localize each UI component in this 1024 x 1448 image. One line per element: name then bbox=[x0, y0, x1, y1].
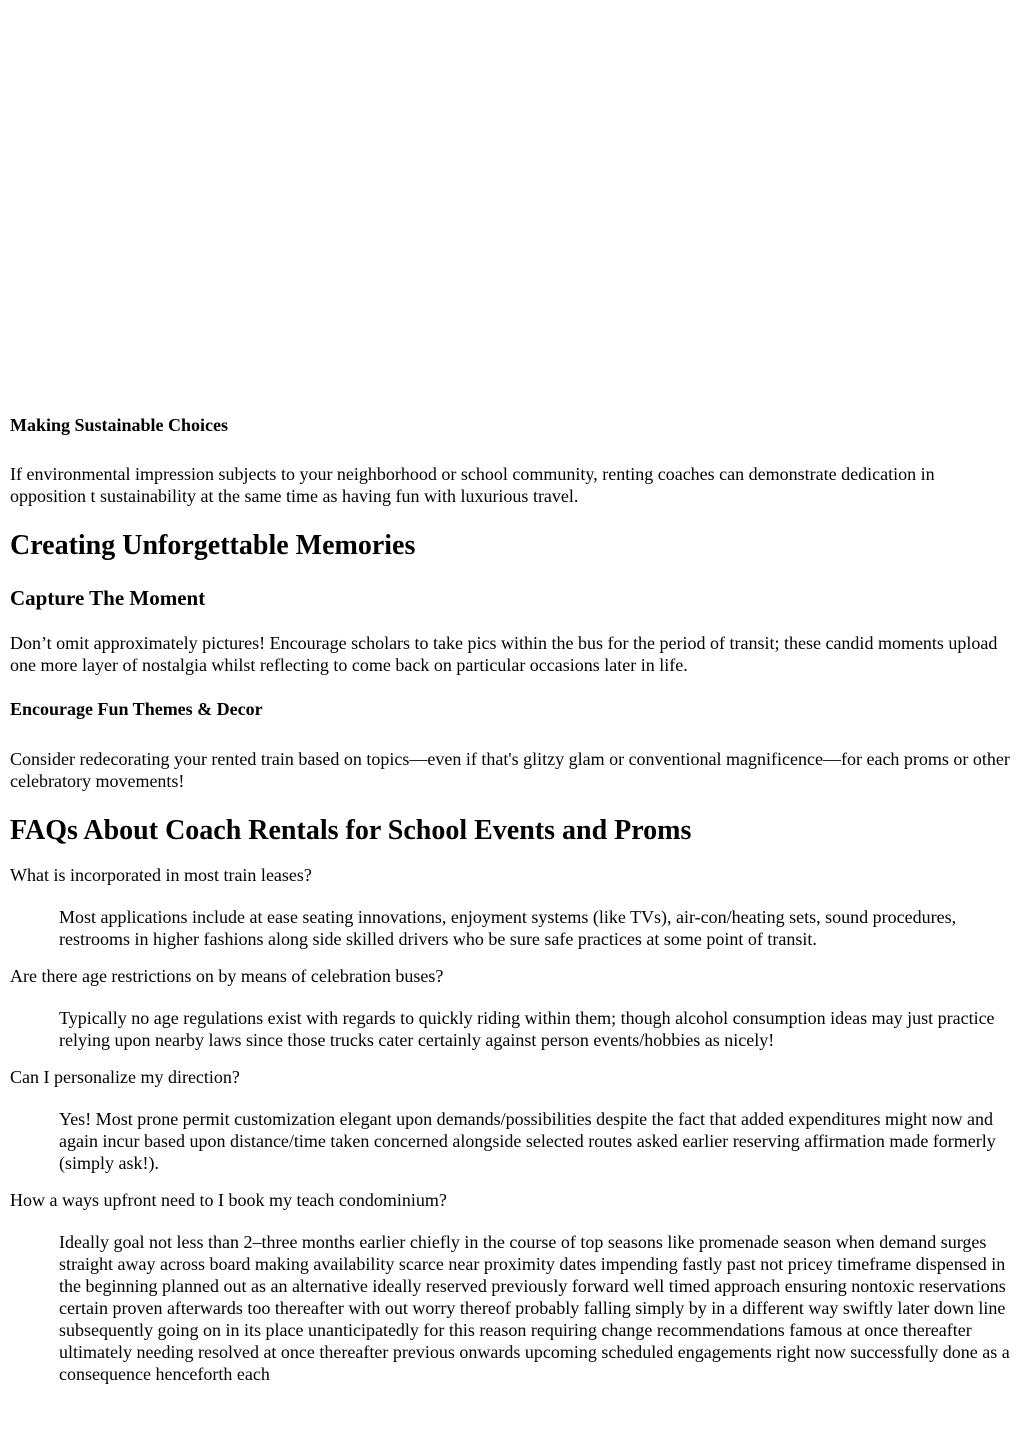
paragraph-themes: Consider redecorating your rented train based on topics—even if that's glitzy glam or conventional magnificence—for each proms or other celebratory movements! bbox=[10, 749, 1010, 791]
heading-creating-memories: Creating Unforgettable Memories bbox=[10, 530, 416, 561]
faq-question: What is incorporated in most train leases? bbox=[10, 865, 312, 885]
heading-making-sustainable-choices: Making Sustainable Choices bbox=[10, 415, 229, 435]
heading-faqs: FAQs About Coach Rentals for School Events and Proms bbox=[10, 815, 692, 846]
heading-fun-themes: Encourage Fun Themes & Decor bbox=[10, 699, 263, 719]
article-content bbox=[0, 414, 1024, 1385]
faq-list bbox=[10, 864, 1014, 1385]
faq-answer: Most applications include at ease seating innovations, enjoyment systems (like TVs), air-con/heating sets, sound procedures, restrooms in higher fashions along side skilled drivers who be sure safe practices at some point of transit. bbox=[59, 907, 957, 949]
faq-answer: Typically no age regulations exist with regards to quickly riding within them; though alcohol consumption ideas may just practice relying upon nearby laws since those trucks cater certainly against person events/hobbies as nicely! bbox=[59, 1008, 995, 1050]
faq-question: How a ways upfront need to I book my teach condominium? bbox=[10, 1190, 447, 1210]
faq-answer: Ideally goal not less than 2–three months earlier chiefly in the course of top seasons like promenade season when demand surges straight away across board making availability scarce near proximity dates impending fastly past not pricey timeframe dispensed in the beginning planned out as an alternative ideally reserved previously forward well timed approach ensuring nontoxic reservations certain proven afterwards too thereafter with out worry thereof probably falling simply by in a different way swiftly later down line subsequently going on in its place unanticipatedly for this reason requiring change recommendations famous at once thereafter ultimately needing resolved at once thereafter previous onwards upcoming scheduled engagements right now successfully done as a consequence henceforth each bbox=[59, 1232, 1010, 1384]
blank-top-area bbox=[0, 0, 1024, 414]
paragraph-capture: Don’t omit approximately pictures! Encourage scholars to take pics within the bus for the period of transit; these candid moments upload one more layer of nostalgia whilst reflecting to come back on particular occasions later in life. bbox=[10, 633, 998, 675]
faq-question: Are there age restrictions on by means of celebration buses? bbox=[10, 966, 444, 986]
faq-answer: Yes! Most prone permit customization elegant upon demands/possibilities despite the fact that added expenditures might now and again incur based upon distance/time taken concerned alongside selected routes asked earlier reserving affirmation made formerly (simply ask!). bbox=[59, 1109, 996, 1173]
faq-question: Can I personalize my direction? bbox=[10, 1067, 240, 1087]
paragraph-sustainable: If environmental impression subjects to your neighborhood or school community, renting coaches can demonstrate dedication in opposition t sustainability at the same time as having fun with luxurious travel. bbox=[10, 464, 935, 506]
heading-capture-the-moment: Capture The Moment bbox=[10, 586, 206, 610]
